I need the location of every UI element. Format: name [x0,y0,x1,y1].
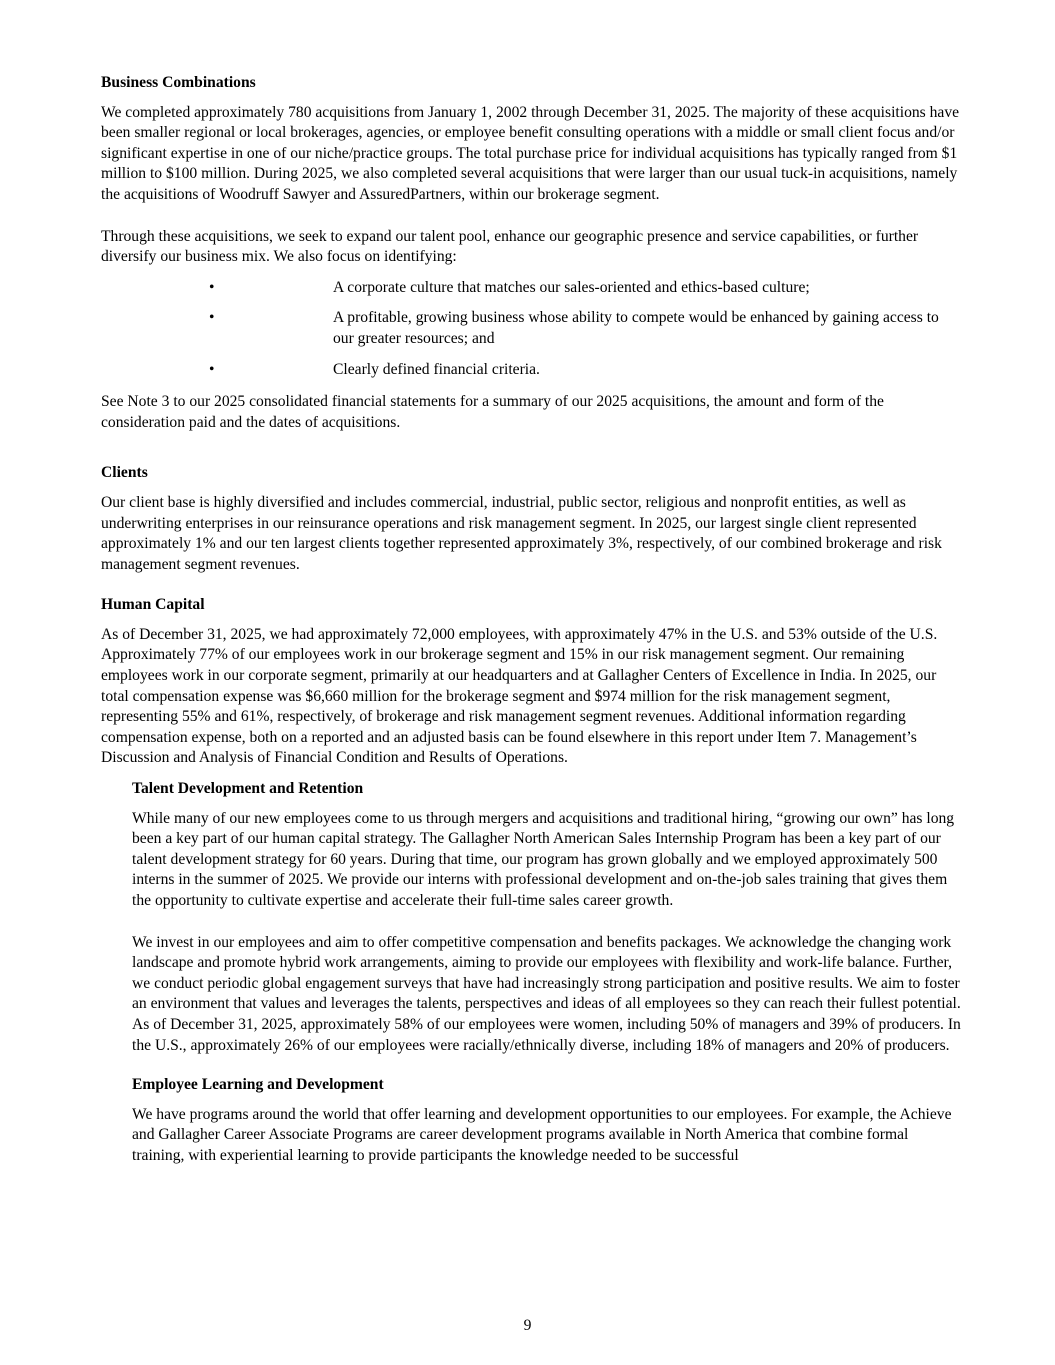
employee-learning-heading: Employee Learning and Development [132,1076,384,1094]
bullet-icon: • [209,309,215,327]
list-item-text: A profitable, growing business whose ability to compete would be enhanced by gaining access to our greater resources; and [333,309,939,347]
clients-section [101,463,961,575]
page-number: 9 [523,1317,532,1334]
list-item [101,308,961,349]
human-capital-section [101,595,961,1166]
business-combinations-heading: Business Combinations [101,74,256,91]
talent-development-paragraph-1: While many of our new employees come to us through mergers and acquisitions and traditional hiring, “growing our own” has long been a key part of our human capital strategy. The Gallagher North American Sales Internship Program has been a key part of our talent development strategy for 60 years. During that time, our program has grown globally and we employed approximately 500 interns in the summer of 2025. We provide our interns with professional development and on-the-job sales training that gives them the opportunity to cultivate expertise and accelerate their full-time sales career growth. [132,809,955,909]
business-combinations-paragraph-3: See Note 3 to our 2025 consolidated financial statements for a summary of our 2025 acquisitions, the amount and form of the consideration paid and the dates of acquisitions. [101,393,884,431]
document-page [101,73,961,1167]
talent-development-paragraph-2: We invest in our employees and aim to offer competitive compensation and benefits packages. We acknowledge the changing work landscape and promote hybrid work arrangements, aiming to provide our employees with flexibility and work-life balance. Further, we conduct periodic global engagement surveys that have had increasingly strong participation and positive results. We aim to foster an environment that values and leverages the talents, perspectives and ideas of all employees so they can reach their fullest potential. As of December 31, 2025, approximately 58% of our employees were women, including 50% of managers and 39% of producers. In the U.S., approximately 26% of our employees were racially/ethnically diverse, including 18% of managers and 20% of producers. [132,933,961,1054]
talent-development-subsection [132,779,962,1056]
human-capital-heading: Human Capital [101,596,205,614]
acquisition-criteria-list [101,278,961,380]
bullet-icon: • [209,360,215,378]
list-item-text: A corporate culture that matches our sales-oriented and ethics-based culture; [333,278,810,296]
business-combinations-paragraph-1: We completed approximately 780 acquisitions from January 1, 2002 through December 31, 2025. The majority of these acquisitions have been smaller regional or local brokerages, agencies, or employee benefit consulting operations with a middle or small client focus and/or significant expertise in one of our niche/practice groups. The total purchase price for individual acquisitions has typically ranged from $1 million to $100 million. During 2025, we also completed several acquisitions that were larger than our usual tuck-in acquisitions, namely the acquisitions of Woodruff Sawyer and AssuredPartners, within our brokerage segment. [101,103,960,203]
business-combinations-paragraph-2: Through these acquisitions, we seek to expand our talent pool, enhance our geographic presence and service capabilities, or further diversify our business mix. We also focus on identifying: [101,227,919,266]
clients-paragraph: Our client base is highly diversified and includes commercial, industrial, public sector, religious and nonprofit entities, as well as underwriting enterprises in our reinsurance operations and risk management segment. In 2025, our largest single client represented approximately 1% and our ten largest clients together represented approximately 3%, respectively, of our combined brokerage and risk management segment revenues. [101,493,942,573]
business-combinations-section [101,73,961,433]
list-item-text: Clearly defined financial criteria. [333,360,540,378]
talent-development-heading: Talent Development and Retention [132,780,364,798]
list-item [101,278,961,299]
bullet-icon: • [209,278,215,296]
employee-learning-paragraph: We have programs around the world that offer learning and development opportunities to our employees. For example, the Achieve and Gallagher Career Associate Programs are career development programs available in North America that combine formal training, with experiential learning to provide participants the knowledge needed to be successful [132,1105,952,1164]
employee-learning-subsection [132,1075,962,1166]
human-capital-paragraph: As of December 31, 2025, we had approximately 72,000 employees, with approximately 47% in the U.S. and 53% outside of the U.S. Approximately 77% of our employees work in our brokerage segment and 15% in our risk management segment. Our remaining employees work in our corporate segment, primarily at our headquarters and at Gallagher Centers of Excellence in India. In 2025, our total compensation expense was $6,660 million for the brokerage segment and $974 million for the risk management segment, representing 55% and 61%, respectively, of brokerage and risk management segment revenues. Additional information regarding compensation expense, both on a reported and an adjusted basis can be found elsewhere in this report under Item 7. Management’s Discussion and Analysis of Financial Condition and Results of Operations. [101,625,938,767]
list-item [101,360,961,381]
clients-heading: Clients [101,464,148,482]
